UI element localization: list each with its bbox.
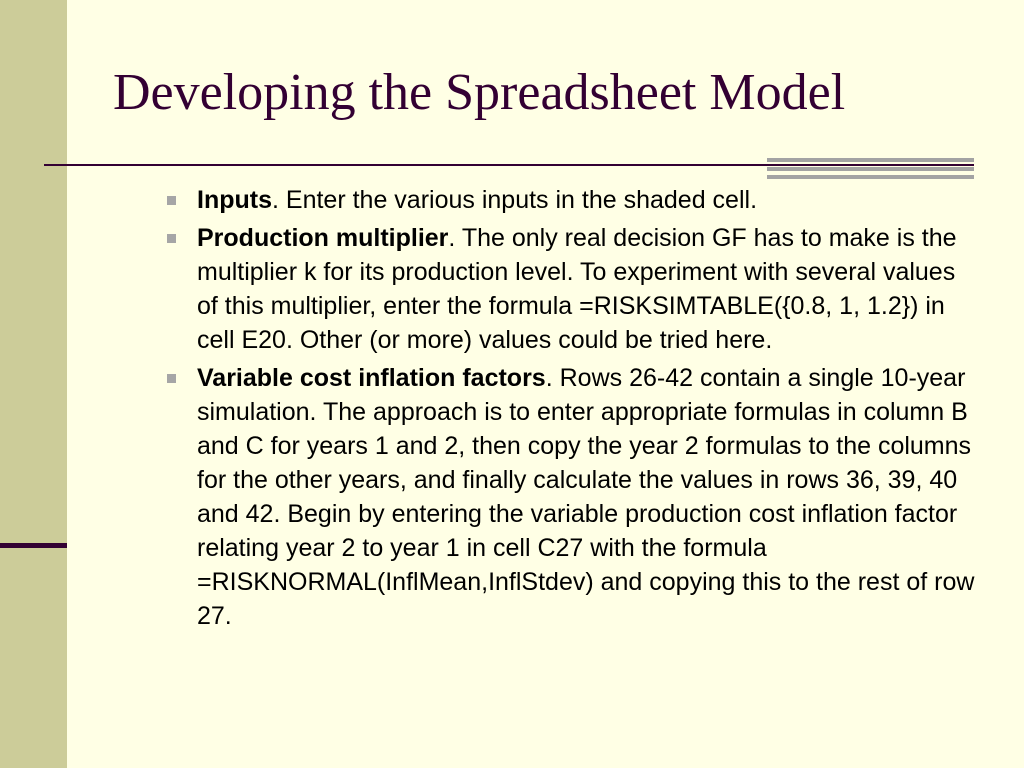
corner-bar: [767, 158, 974, 162]
corner-bars-decoration: [767, 158, 974, 180]
bullet-text: . The only real decision GF has to make is the multiplier k for its production level. To experiment with several values of this multiplier, enter the formula =RISKSIMTABLE({0.8, 1, 1.2}) in cell E20. Other (or more) values could be tried here.: [197, 224, 957, 354]
corner-bar: [767, 167, 974, 171]
left-accent-bar: [0, 543, 67, 548]
bullet-text: . Enter the various inputs in the shaded cell.: [272, 186, 758, 214]
square-bullet-icon: [167, 374, 176, 383]
bullet-variable-cost-inflation: [197, 361, 977, 633]
bullet-heading: Production multiplier: [197, 224, 449, 252]
corner-bar: [767, 175, 974, 179]
left-decorative-band: [0, 0, 67, 768]
slide-title: Developing the Spreadsheet Model: [113, 64, 846, 121]
bullet-list: [197, 183, 977, 637]
square-bullet-icon: [167, 196, 176, 205]
bullet-heading: Inputs: [197, 186, 272, 214]
bullet-text: . Rows 26-42 contain a single 10-year simulation. The approach is to enter appropriate formulas in column B and C for years 1 and 2, then copy the year 2 formulas to the columns for the other years, and finally calculate the values in rows 36, 39, 40 and 42. Begin by entering the variable production cost inflation factor relating year 2 to year 1 in cell C27 with the formula =RISKNORMAL(InflMean,InflStdev) and copying this to the rest of row 27.: [197, 364, 975, 630]
square-bullet-icon: [167, 234, 176, 243]
bullet-heading: Variable cost inflation factors: [197, 364, 546, 392]
bullet-production-multiplier: [197, 221, 977, 357]
bullet-inputs: [197, 183, 977, 217]
